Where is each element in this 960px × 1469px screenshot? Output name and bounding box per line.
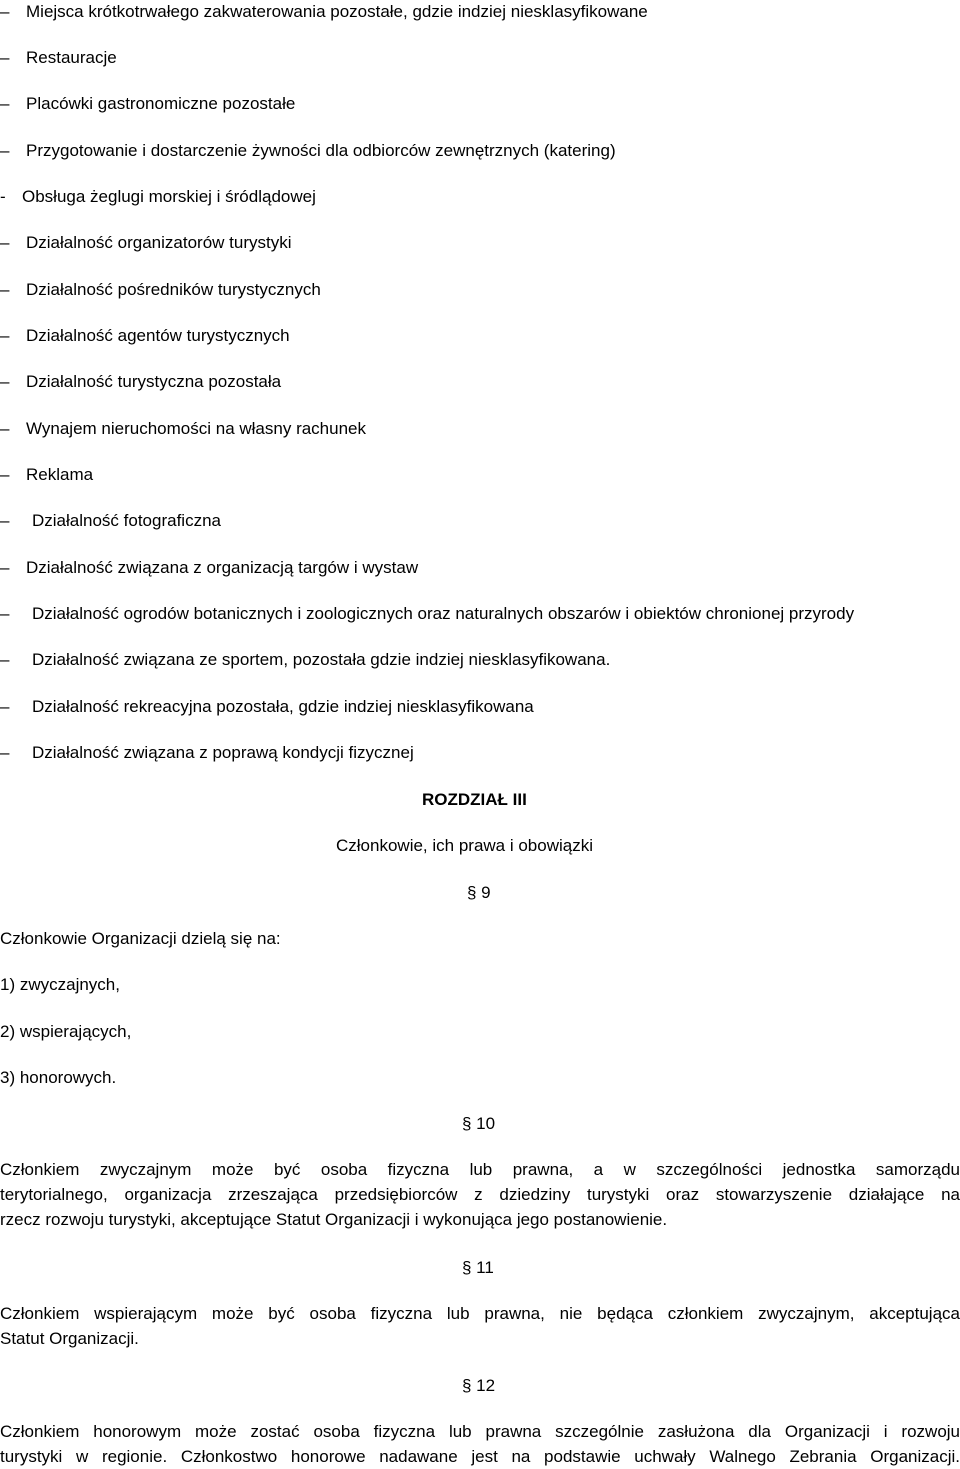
list-item xyxy=(0,280,321,300)
list-dash: – xyxy=(0,48,10,67)
list-item xyxy=(0,558,418,578)
list-dash: – xyxy=(0,650,10,669)
list-item xyxy=(0,94,295,114)
list-item-text: Obsługa żeglugi morskiej i śródlądowej xyxy=(22,187,316,206)
paragraph-line: Statut Organizacji. xyxy=(0,1329,139,1348)
chapter-subtitle: Członkowie, ich prawa i obowiązki xyxy=(336,836,594,855)
list-item xyxy=(0,743,414,763)
list-dash: – xyxy=(0,743,10,762)
list-dash: – xyxy=(0,94,10,113)
list-dash: – xyxy=(0,511,10,530)
list-item-text: Działalność związana ze sportem, pozostała gdzie indziej niesklasyfikowana. xyxy=(32,650,611,669)
list-item-text: Działalność pośredników turystycznych xyxy=(26,280,321,299)
list-item xyxy=(0,48,117,68)
list-item xyxy=(0,604,854,624)
paragraph-line: Członkiem honorowym może zostać osoba fizyczna lub prawna szczególnie zasłużona dla Organizacji i rozwoju xyxy=(0,1422,960,1441)
paragraph-line: rzecz rozwoju turystyki, akceptujące Statut Organizacji i wykonująca jego postanowienie. xyxy=(0,1210,668,1229)
section-11-paragraph xyxy=(0,1301,960,1351)
list-dash: – xyxy=(0,419,10,438)
list-item xyxy=(0,697,534,717)
list-item xyxy=(0,2,648,22)
member-type-item: 3) honorowych. xyxy=(0,1068,117,1087)
list-dash: - xyxy=(0,187,6,206)
section-10-paragraph xyxy=(0,1157,960,1232)
list-item xyxy=(0,187,316,207)
list-dash: – xyxy=(0,465,10,484)
paragraph-line: Członkiem zwyczajnym może być osoba fizyczna lub prawna, a w szczególności jednostka samorządu xyxy=(0,1160,960,1179)
list-item xyxy=(0,372,281,392)
list-item xyxy=(0,650,610,670)
chapter-title: ROZDZIAŁ III xyxy=(422,790,527,809)
list-item xyxy=(0,419,366,439)
list-dash: – xyxy=(0,280,10,299)
member-type-item: 1) zwyczajnych, xyxy=(0,975,120,994)
list-item xyxy=(0,233,292,253)
section-mark-10: § 10 xyxy=(462,1114,496,1133)
section-mark-11: § 11 xyxy=(462,1258,494,1277)
list-dash: – xyxy=(0,604,10,623)
list-dash: – xyxy=(0,326,10,345)
paragraph-line: terytorialnego, organizacja zrzeszająca przedsiębiorców z dziedziny turystyki oraz stowarzyszenie działające na xyxy=(0,1185,960,1204)
list-dash: – xyxy=(0,372,10,391)
list-item-text: Miejsca krótkotrwałego zakwaterowania pozostałe, gdzie indziej niesklasyfikowane xyxy=(26,2,648,21)
list-item-text: Restauracje xyxy=(26,48,117,67)
list-item-text: Działalność rekreacyjna pozostała, gdzie indziej niesklasyfikowana xyxy=(32,697,534,716)
list-item-text: Działalność związana z poprawą kondycji fizycznej xyxy=(32,743,414,762)
list-dash: – xyxy=(0,233,10,252)
list-item-text: Działalność turystyczna pozostała xyxy=(26,372,282,391)
list-item xyxy=(0,141,616,161)
list-item-text: Działalność fotograficzna xyxy=(32,511,221,530)
list-item-text: Działalność organizatorów turystyki xyxy=(26,233,292,252)
list-item-text: Reklama xyxy=(26,465,94,484)
section-9-intro: Członkowie Organizacji dzielą się na: xyxy=(0,929,281,948)
list-item xyxy=(0,326,290,346)
list-dash: – xyxy=(0,558,10,577)
list-item-text: Działalność związana z organizacją targów i wystaw xyxy=(26,558,419,577)
list-item-text: Działalność agentów turystycznych xyxy=(26,326,290,345)
section-mark-12: § 12 xyxy=(462,1376,496,1395)
list-dash: – xyxy=(0,697,10,716)
list-dash: – xyxy=(0,141,10,160)
paragraph-line: Członkiem wspierającym może być osoba fizyczna lub prawna, nie będąca członkiem zwyczajnym, akceptująca xyxy=(0,1304,960,1323)
list-item-text: Działalność ogrodów botanicznych i zoologicznych oraz naturalnych obszarów i obiektów chronionej przyrody xyxy=(32,604,855,623)
paragraph-line: turystyki w regionie. Członkostwo honorowe nadawane jest na podstawie uchwały Walnego Zebrania Organizacji. xyxy=(0,1447,960,1466)
list-item xyxy=(0,465,93,485)
list-item-text: Placówki gastronomiczne pozostałe xyxy=(26,94,296,113)
list-item xyxy=(0,511,221,531)
section-mark-9: § 9 xyxy=(467,883,491,902)
list-item-text: Wynajem nieruchomości na własny rachunek xyxy=(26,419,366,438)
section-12-paragraph xyxy=(0,1419,960,1469)
member-type-item: 2) wspierających, xyxy=(0,1022,132,1041)
list-item-text: Przygotowanie i dostarczenie żywności dla odbiorców zewnętrznych (katering) xyxy=(26,141,616,160)
list-dash: – xyxy=(0,2,10,21)
